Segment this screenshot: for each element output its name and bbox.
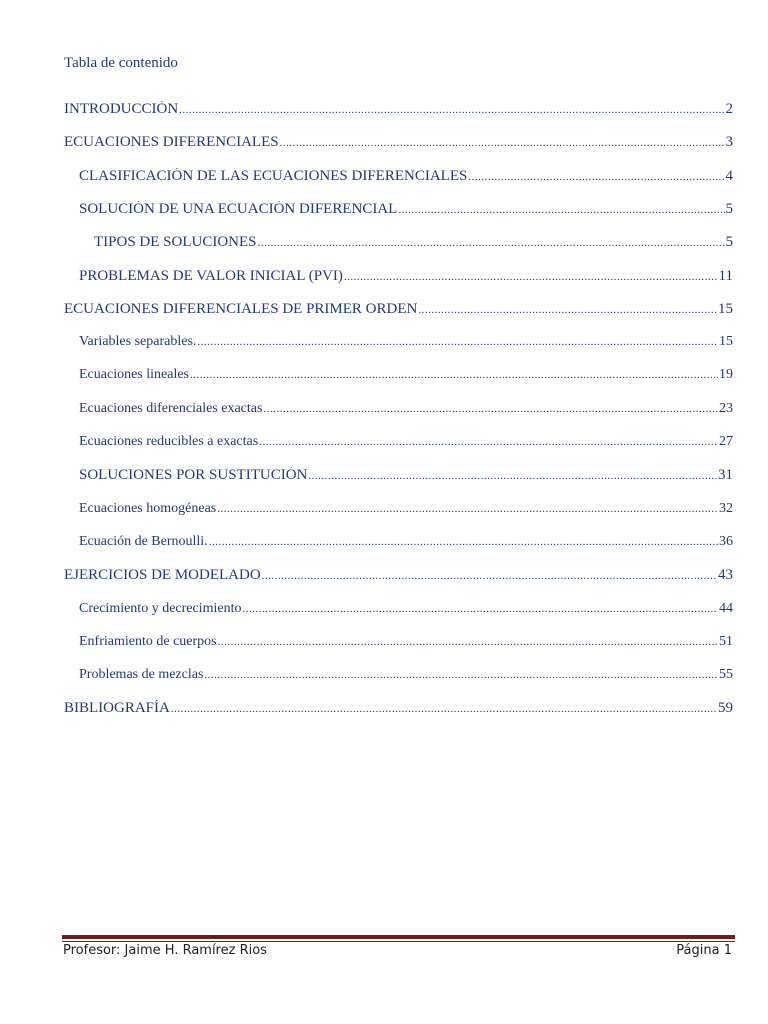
toc-entry[interactable] xyxy=(64,301,733,321)
toc-entry-page-number: 5 xyxy=(725,200,733,217)
toc-entry[interactable] xyxy=(79,634,733,654)
toc-dot-leader xyxy=(218,636,718,648)
toc-entry[interactable] xyxy=(94,234,733,254)
toc-entry[interactable] xyxy=(79,367,733,387)
toc-dot-leader xyxy=(190,369,718,381)
toc-entry-page-number: 59 xyxy=(718,700,733,717)
toc-entry[interactable] xyxy=(64,101,733,121)
toc-entry-label: Ecuaciones diferenciales exactas xyxy=(79,400,263,416)
toc-dot-leader xyxy=(280,137,725,149)
toc-dot-leader xyxy=(308,470,717,482)
toc-entry-page-number: 32 xyxy=(719,500,733,516)
toc-entry[interactable] xyxy=(79,667,733,687)
toc-entry-label: TIPOS DE SOLUCIONES xyxy=(94,234,257,251)
toc-entry-page-number: 44 xyxy=(719,600,733,616)
toc-entry-label: ECUACIONES DIFERENCIALES DE PRIMER ORDEN xyxy=(64,300,418,317)
toc-entry-label: INTRODUCCIÓN xyxy=(64,101,179,117)
footer-author: Profesor: Jaime H. Ramírez Rios xyxy=(63,943,267,958)
footer-page-number: Página 1 xyxy=(676,943,732,958)
toc-entry-page-number: 3 xyxy=(725,134,733,151)
toc-dot-leader xyxy=(468,171,724,183)
toc-dot-leader xyxy=(217,503,718,515)
toc-entry[interactable] xyxy=(79,501,733,521)
toc-entry[interactable] xyxy=(79,201,733,221)
toc-entry[interactable] xyxy=(79,601,733,621)
toc-entry[interactable] xyxy=(64,700,733,720)
toc-dot-leader xyxy=(197,336,718,348)
toc-entry[interactable] xyxy=(64,134,733,154)
toc-entry[interactable] xyxy=(79,434,733,454)
toc-entry-label: Ecuaciones homogéneas xyxy=(79,500,217,516)
toc-entry-page-number: 19 xyxy=(719,367,733,383)
toc-entry-page-number: 5 xyxy=(725,234,733,251)
toc-entry-page-number: 36 xyxy=(719,533,733,549)
toc-entry-page-number: 15 xyxy=(718,300,733,317)
toc-dot-leader xyxy=(243,603,719,615)
toc-entry-page-number: 23 xyxy=(719,400,733,416)
toc-title: Tabla de contenido xyxy=(64,55,178,71)
toc-dot-leader xyxy=(179,104,724,116)
toc-entry-page-number: 43 xyxy=(718,567,733,584)
toc-entry[interactable] xyxy=(79,268,733,288)
toc-entry-label: BIBLIOGRAFÍA xyxy=(64,700,170,717)
toc-entry-label: Enfriamiento de cuerpos xyxy=(79,633,217,649)
toc-dot-leader xyxy=(258,237,725,249)
toc-entry-label: SOLUCIONES POR SUSTITUCIÓN xyxy=(79,467,308,484)
toc-dot-leader xyxy=(344,271,718,283)
footer-rule xyxy=(62,935,735,939)
toc-dot-leader xyxy=(209,536,718,548)
toc-entry-page-number: 51 xyxy=(719,633,733,649)
toc-dot-leader xyxy=(418,304,717,316)
toc-entry[interactable] xyxy=(79,534,733,554)
toc-dot-leader xyxy=(262,570,717,582)
toc-entry-page-number: 15 xyxy=(719,334,733,350)
toc-entry-label: Variables separables. xyxy=(79,334,197,350)
toc-entry-label: Ecuación de Bernoulli. xyxy=(79,533,208,549)
toc-dot-leader xyxy=(204,669,718,681)
toc-entry-label: Crecimiento y decrecimiento xyxy=(79,600,242,616)
toc-entry[interactable] xyxy=(79,401,733,421)
toc-entry-label: EJERCICIOS DE MODELADO xyxy=(64,567,261,584)
toc-entry-page-number: 2 xyxy=(725,101,733,117)
footer-rule-thin xyxy=(62,941,735,942)
toc-entry-label: PROBLEMAS DE VALOR INICIAL (PVI) xyxy=(79,267,343,284)
toc-entry[interactable] xyxy=(79,168,733,188)
toc-dot-leader xyxy=(259,436,718,448)
toc-entry-label: Problemas de mezclas xyxy=(79,667,204,683)
toc-entry-page-number: 55 xyxy=(719,667,733,683)
toc-entry[interactable] xyxy=(79,334,733,354)
toc-entry[interactable] xyxy=(64,567,733,587)
toc-entry[interactable] xyxy=(79,467,733,487)
toc-dot-leader xyxy=(263,403,718,415)
toc-entry-label: Ecuaciones lineales xyxy=(79,367,190,383)
toc-entry-label: CLASIFICACIÓN DE LAS ECUACIONES DIFERENCIALES xyxy=(79,167,468,184)
toc-entry-page-number: 4 xyxy=(725,167,733,184)
toc-dot-leader xyxy=(398,204,724,216)
toc-entry-page-number: 11 xyxy=(718,267,733,284)
toc-dot-leader xyxy=(171,703,717,715)
toc-entry-label: Ecuaciones reducibles a exactas xyxy=(79,434,259,449)
toc-entry-page-number: 31 xyxy=(718,467,733,484)
toc-entry-label: ECUACIONES DIFERENCIALES xyxy=(64,134,279,151)
toc-entry-label: SOLUCIÓN DE UNA ECUACIÓN DIFERENCIAL xyxy=(79,200,398,217)
toc-entry-page-number: 27 xyxy=(719,434,733,449)
